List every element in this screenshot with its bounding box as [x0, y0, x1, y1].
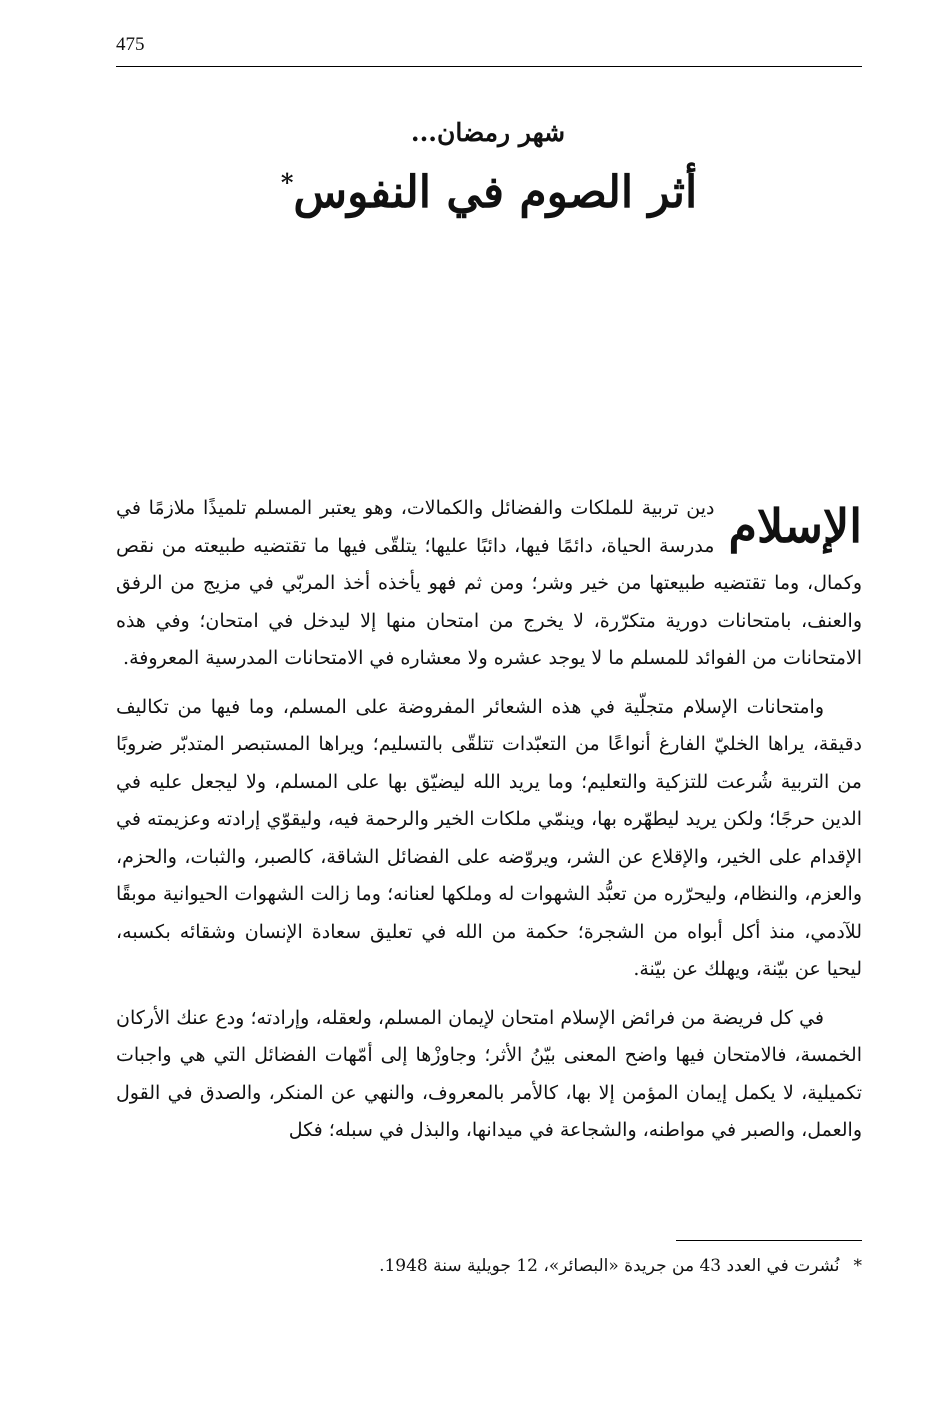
title-block — [120, 108, 856, 218]
footnote-reference-mark: * — [280, 168, 294, 198]
article-title-text: أثر الصوم في النفوس — [293, 167, 698, 218]
article-title — [120, 167, 856, 218]
article-subtitle: شهر رمضان... — [410, 118, 566, 147]
paragraph-1 — [116, 490, 862, 678]
article-body — [116, 490, 862, 1150]
header-rule — [116, 66, 862, 67]
lead-word: الإسلام — [728, 499, 862, 553]
footnote-mark: * — [853, 1256, 862, 1276]
paragraph-1-text: دين تربية للملكات والفضائل والكمالات، وهو يعتبر المسلم تلميذًا ملازمًا في مدرسة الحياة، دائمًا فيها، دائبًا عليها؛ يتلقّى فيها ما تقتضيه طبيعته من نقص وكمال، وما تقتضيه طبيعتها من خير وشر؛ ومن ثم فهو يأخذه أخذ المربّي في مزيج من الرفق والعنف، بامتحانات دورية متكرّرة، لا يخرج من امتحان منها إلا ليدخل في امتحان؛ وفي هذه الامتحانات من الفوائد للمسلم ما لا يوجد عشره ولا معشاره في الامتحانات المدرسية المعروفة. — [116, 497, 862, 669]
page-number: 475 — [116, 34, 145, 55]
footnote-text: نُشرت في العدد 43 من جريدة «البصائر»، 12 جويلية سنة 1948. — [379, 1256, 840, 1276]
footnote-rule — [676, 1240, 862, 1241]
footnote — [116, 1252, 862, 1280]
paragraph-2: وامتحانات الإسلام متجلّية في هذه الشعائر المفروضة على المسلم، وما فيها من تكاليف دقيقة، يراها الخليّ الفارغ أنواعًا من التعبّدات تتلقّى بالتسليم؛ ويراها المستبصر المتدبّر ضروبًا من التربية شُرعت للتزكية والتعليم؛ وما يريد الله ليضيّق بها على المسلم، ولا ليجعل عليه في الدين حرجًا؛ ولكن يريد ليطهّره بها، وينمّي ملكات الخير والرحمة فيه، وليقوّي إرادته وعزيمته في الإقدام على الخير، والإقلاع عن الشر، ويروّضه على الفضائل الشاقة، كالصبر، والثبات، والحزم، والعزم، والنظام، وليحرّره من تعبُّد الشهوات له وملكها لعنانه؛ وما زالت الشهوات الحيوانية موبقًا للآدمي، منذ أكل أبواه من الشجرة؛ حكمة من الله في تعليق سعادة الإنسان وشقائه بكسبه، ليحيا عن بيّنة، ويهلك عن بيّنة. — [116, 695, 862, 980]
paragraph-3: في كل فريضة من فرائض الإسلام امتحان لإيمان المسلم، ولعقله، وإرادته؛ ودع عنك الأركان الخمسة، فالامتحان فيها واضح المعنى بيّنُ الأثر؛ وجاوزْها إلى أمّهات الفضائل التي هي واجبات تكميلية، لا يكمل إيمان المؤمن إلا بها، كالأمر بالمعروف، والنهي عن المنكر، والصدق في القول والعمل، والصبر في مواطنه، والشجاعة في ميدانها، والبذل في سبله؛ فكل — [116, 1006, 862, 1141]
